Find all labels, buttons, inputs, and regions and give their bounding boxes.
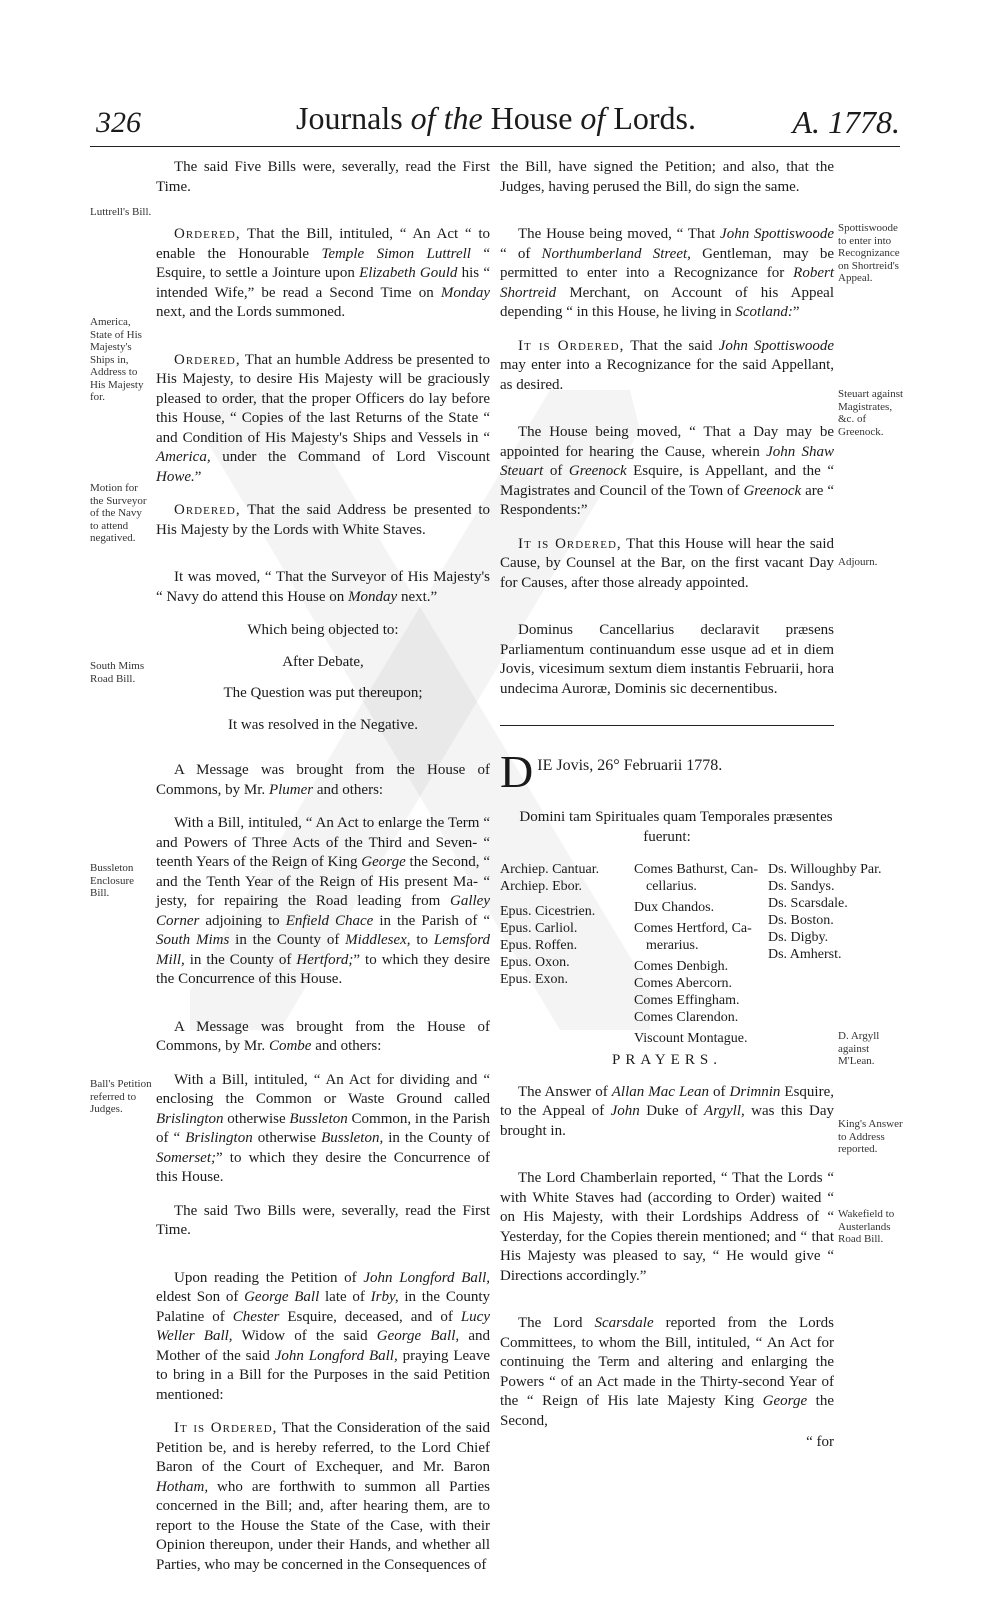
lords-present-heading: Domini tam Spirituales quam Temporales præsentes fuerunt: xyxy=(519,809,833,845)
header-rule xyxy=(90,146,900,147)
paragraph: A Message was brought from the House of Commons, by Mr. Combe and others: xyxy=(156,1018,490,1054)
paragraph: It is Ordered, That this House will hear the said Cause, by Counsel at the Bar, on the first vacant Day for Causes, after those already appointed. xyxy=(500,535,834,591)
paragraph: The Question was put thereupon; xyxy=(223,685,423,701)
lord-entry: Ds. Boston. xyxy=(768,913,834,928)
lord-entry: Comes Hertford, Ca- xyxy=(634,921,752,936)
paragraph: After Debate, xyxy=(282,653,364,670)
paragraph: It is Ordered, That the said John Spottiswoode may enter into a Recognizance for the said Appellant, as desired. xyxy=(500,337,834,393)
left-column xyxy=(156,158,490,1589)
lord-entry: Ds. Digby. xyxy=(768,930,829,945)
spacer xyxy=(500,895,628,903)
lord-entry: Ds. Sandys. xyxy=(768,879,835,894)
paragraph: The Lord Scarsdale reported from the Lords Committees, to whom the Bill, intituled, “ An Act for continuing the Term and altering and enlarging the Powers “ of an Act made in the Thirty-second Year of the “ Reign of His late Majesty King George the Second, xyxy=(500,1315,835,1429)
paragraph: the Bill, have signed the Petition; and also, that the Judges, having perused the Bill, do sign the same. xyxy=(500,159,834,195)
paragraph: Which being objected to: xyxy=(247,622,399,638)
lord-entry: Epus. Roffen. xyxy=(500,938,578,953)
paragraph: The House being moved, “ That John Spottiswoode “ of Northumberland Street, Gentleman, may be permitted to enter into a Recognizance for Robert Shortreid Merchant, on Account of his Appeal depending “ in this House, he living in Scotland:” xyxy=(500,226,835,320)
lord-entry: Epus. Oxon. xyxy=(500,955,570,970)
margin-note: Steuart against Magistrates, &c. of Greenock. xyxy=(838,388,904,438)
page-number: 326 xyxy=(96,106,141,139)
prayers-heading: PRAYERS. xyxy=(612,1052,722,1068)
paragraph: Upon reading the Petition of John Longford Ball, eldest Son of George Ball late of Irby, in the County Palatine of Chester Esquire, deceased, and of Lucy Weller Ball, Widow of the said George Ball, and Mother of the said John Longford Ball, praying Leave to bring in a Bill for the Purposes in the said Petition mentioned: xyxy=(156,1269,491,1403)
margin-note: King's Answer to Address reported. xyxy=(838,1118,903,1155)
lord-entry: Comes Bathurst, Can- xyxy=(634,862,759,877)
paragraph: A Message was brought from the House of Commons, by Mr. Plumer and others: xyxy=(156,762,490,798)
lord-entry: cellarius. xyxy=(646,879,697,894)
running-title: Journals of the House of Lords. xyxy=(296,100,696,136)
lord-entry: Viscount Montague. xyxy=(634,1031,748,1046)
lord-entry: Ds. Amherst. xyxy=(768,947,842,962)
lords-column-temporal xyxy=(634,861,764,1047)
lords-present-list xyxy=(500,861,882,1046)
section-rule xyxy=(500,725,834,726)
margin-note: Ball's Petition referred to Judges. xyxy=(90,1078,152,1115)
lords-column-spiritual xyxy=(500,861,628,988)
margin-note: Wakefield to Austerlands Road Bill. xyxy=(838,1208,895,1245)
paragraph: It is Ordered, That the Consideration of the said Petition be, and is hereby referred, to the Lord Chief Baron of the Court of Exchequer, and Mr. Baron Hotham, who are forthwith to summon all Parties concerned in the Bill; and, after hearing them, are to report to the House the State of the Case, with their Opinion thereupon, under their Hands, and whether all Parties, who may be concerned in the Consequences of xyxy=(156,1420,490,1573)
margin-note: D. Argyll against M'Lean. xyxy=(838,1030,880,1067)
margin-note: Motion for the Surveyor of the Navy to attend negatived. xyxy=(90,482,147,544)
margin-note: South Mims Road Bill. xyxy=(90,660,145,685)
lord-entry: Epus. Exon. xyxy=(500,972,569,987)
paragraph: The Lord Chamberlain reported, “ That the Lords “ with White Staves had (according to Order) waited “ on His Majesty, with their Lordships Address of “ Yesterday, for the Copies therein mentioned; and “ that His Majesty was pleased to say, “ He would give “ Directions accordingly.” xyxy=(500,1170,834,1284)
lord-entry: Comes Abercorn. xyxy=(634,976,732,991)
margin-note: America, State of His Majesty's Ships in, Address to His Majesty for. xyxy=(90,316,144,403)
paragraph: The House being moved, “ That a Day may be appointed for hearing the Cause, wherein John Shaw Steuart of Greenock Esquire, is Appellant, and the “ Magistrates and Council of the Town of Greenock are “ Respondents:” xyxy=(500,424,834,518)
page-year: A. 1778. xyxy=(792,104,900,140)
paragraph: The said Two Bills were, severally, read the First Time. xyxy=(156,1202,490,1238)
paragraph: With a Bill, intituled, “ An Act to enlarge the Term “ and Powers of Three Acts of the Third and Seven- “ teenth Years of the Reign of King George the Second, “ and the Tenth Year of the Reign of His present Ma- “ jesty, for repairing the Road leading from Galley Corner adjoining to Enfield Chace in the Parish of “ South Mims in the County of Middlesex, to Lemsford Mill, in the County of Hertford;” to which they desire the Concurrence of this House. xyxy=(156,815,491,987)
lords-column-barons xyxy=(768,861,908,963)
paragraph: The Answer of Allan Mac Lean of Drimnin Esquire, to the Appeal of John Duke of Argyll, was this Day brought in. xyxy=(500,1083,834,1139)
margin-note: Bussleton Enclosure Bill. xyxy=(90,862,134,899)
lord-entry: Epus. Carliol. xyxy=(500,921,578,936)
lord-entry: Ds. Willoughby Par. xyxy=(768,862,882,877)
lord-entry: Comes Clarendon. xyxy=(634,1010,739,1025)
catchword: “ for xyxy=(806,1434,834,1450)
paragraph: Ordered, That the said Address be presented to His Majesty by the Lords with White Staves. xyxy=(156,502,490,538)
paragraph: It was resolved in the Negative. xyxy=(228,716,418,733)
paragraph: Ordered, That the Bill, intituled, “ An Act “ to enable the Honourable Temple Simon Luttrell “ Esquire, to settle a Jointure upon Elizabeth Gould his “ intended Wife,” be read a Second Time on Monday next, and the Lords summoned. xyxy=(156,226,490,320)
drop-cap: D xyxy=(500,746,534,797)
margin-note: Spottiswoode to enter into Recognizance on Shortreid's Appeal. xyxy=(838,222,900,284)
paragraph: Ordered, That an humble Address be presented to His Majesty, to desire His Majesty will be graciously pleased to order, that the proper Officers do lay before this House, “ Copies of the last Returns of the State “ and Condition of His Majesty's Ships and Vessels in “ America, under the Command of Lord Viscount Howe.” xyxy=(156,351,490,485)
margin-note: Luttrell's Bill. xyxy=(90,206,152,218)
margin-note: Adjourn. xyxy=(838,556,878,568)
paragraph: It was moved, “ That the Surveyor of His Majesty's “ Navy do attend this House on Monday next.” xyxy=(156,569,490,605)
lord-entry: Archiep. Cantuar. xyxy=(500,862,600,877)
adjournment-paragraph: Dominus Cancellarius declaravit præsens Parliamentum continuandum esse usque ad et in diem Jovis, vicesimum sextum diem instantis Februarii, hora undecima Auroræ, Dominis sic decernentibus. xyxy=(500,622,834,697)
lord-entry: Dux Chandos. xyxy=(634,900,715,915)
sitting-date: D IE Jovis, 26° Februarii 1778. xyxy=(500,746,723,797)
lord-entry: merarius. xyxy=(646,938,699,953)
lord-entry: Archiep. Ebor. xyxy=(500,879,583,894)
paragraph: The said Five Bills were, severally, read the First Time. xyxy=(156,159,490,195)
lord-entry: Ds. Scarsdale. xyxy=(768,896,848,911)
lord-entry: Comes Effingham. xyxy=(634,993,740,1008)
lord-entry: Epus. Cicestrien. xyxy=(500,904,596,919)
paragraph: With a Bill, intituled, “ An Act for dividing and “ enclosing the Common or Waste Ground called Brislington otherwise Bussleton Common, in the Parish of “ Brislington otherwise Bussleton, in the County of Somerset;” to which they desire the Concurrence of this House. xyxy=(156,1071,490,1185)
lord-entry: Comes Denbigh. xyxy=(634,959,729,974)
